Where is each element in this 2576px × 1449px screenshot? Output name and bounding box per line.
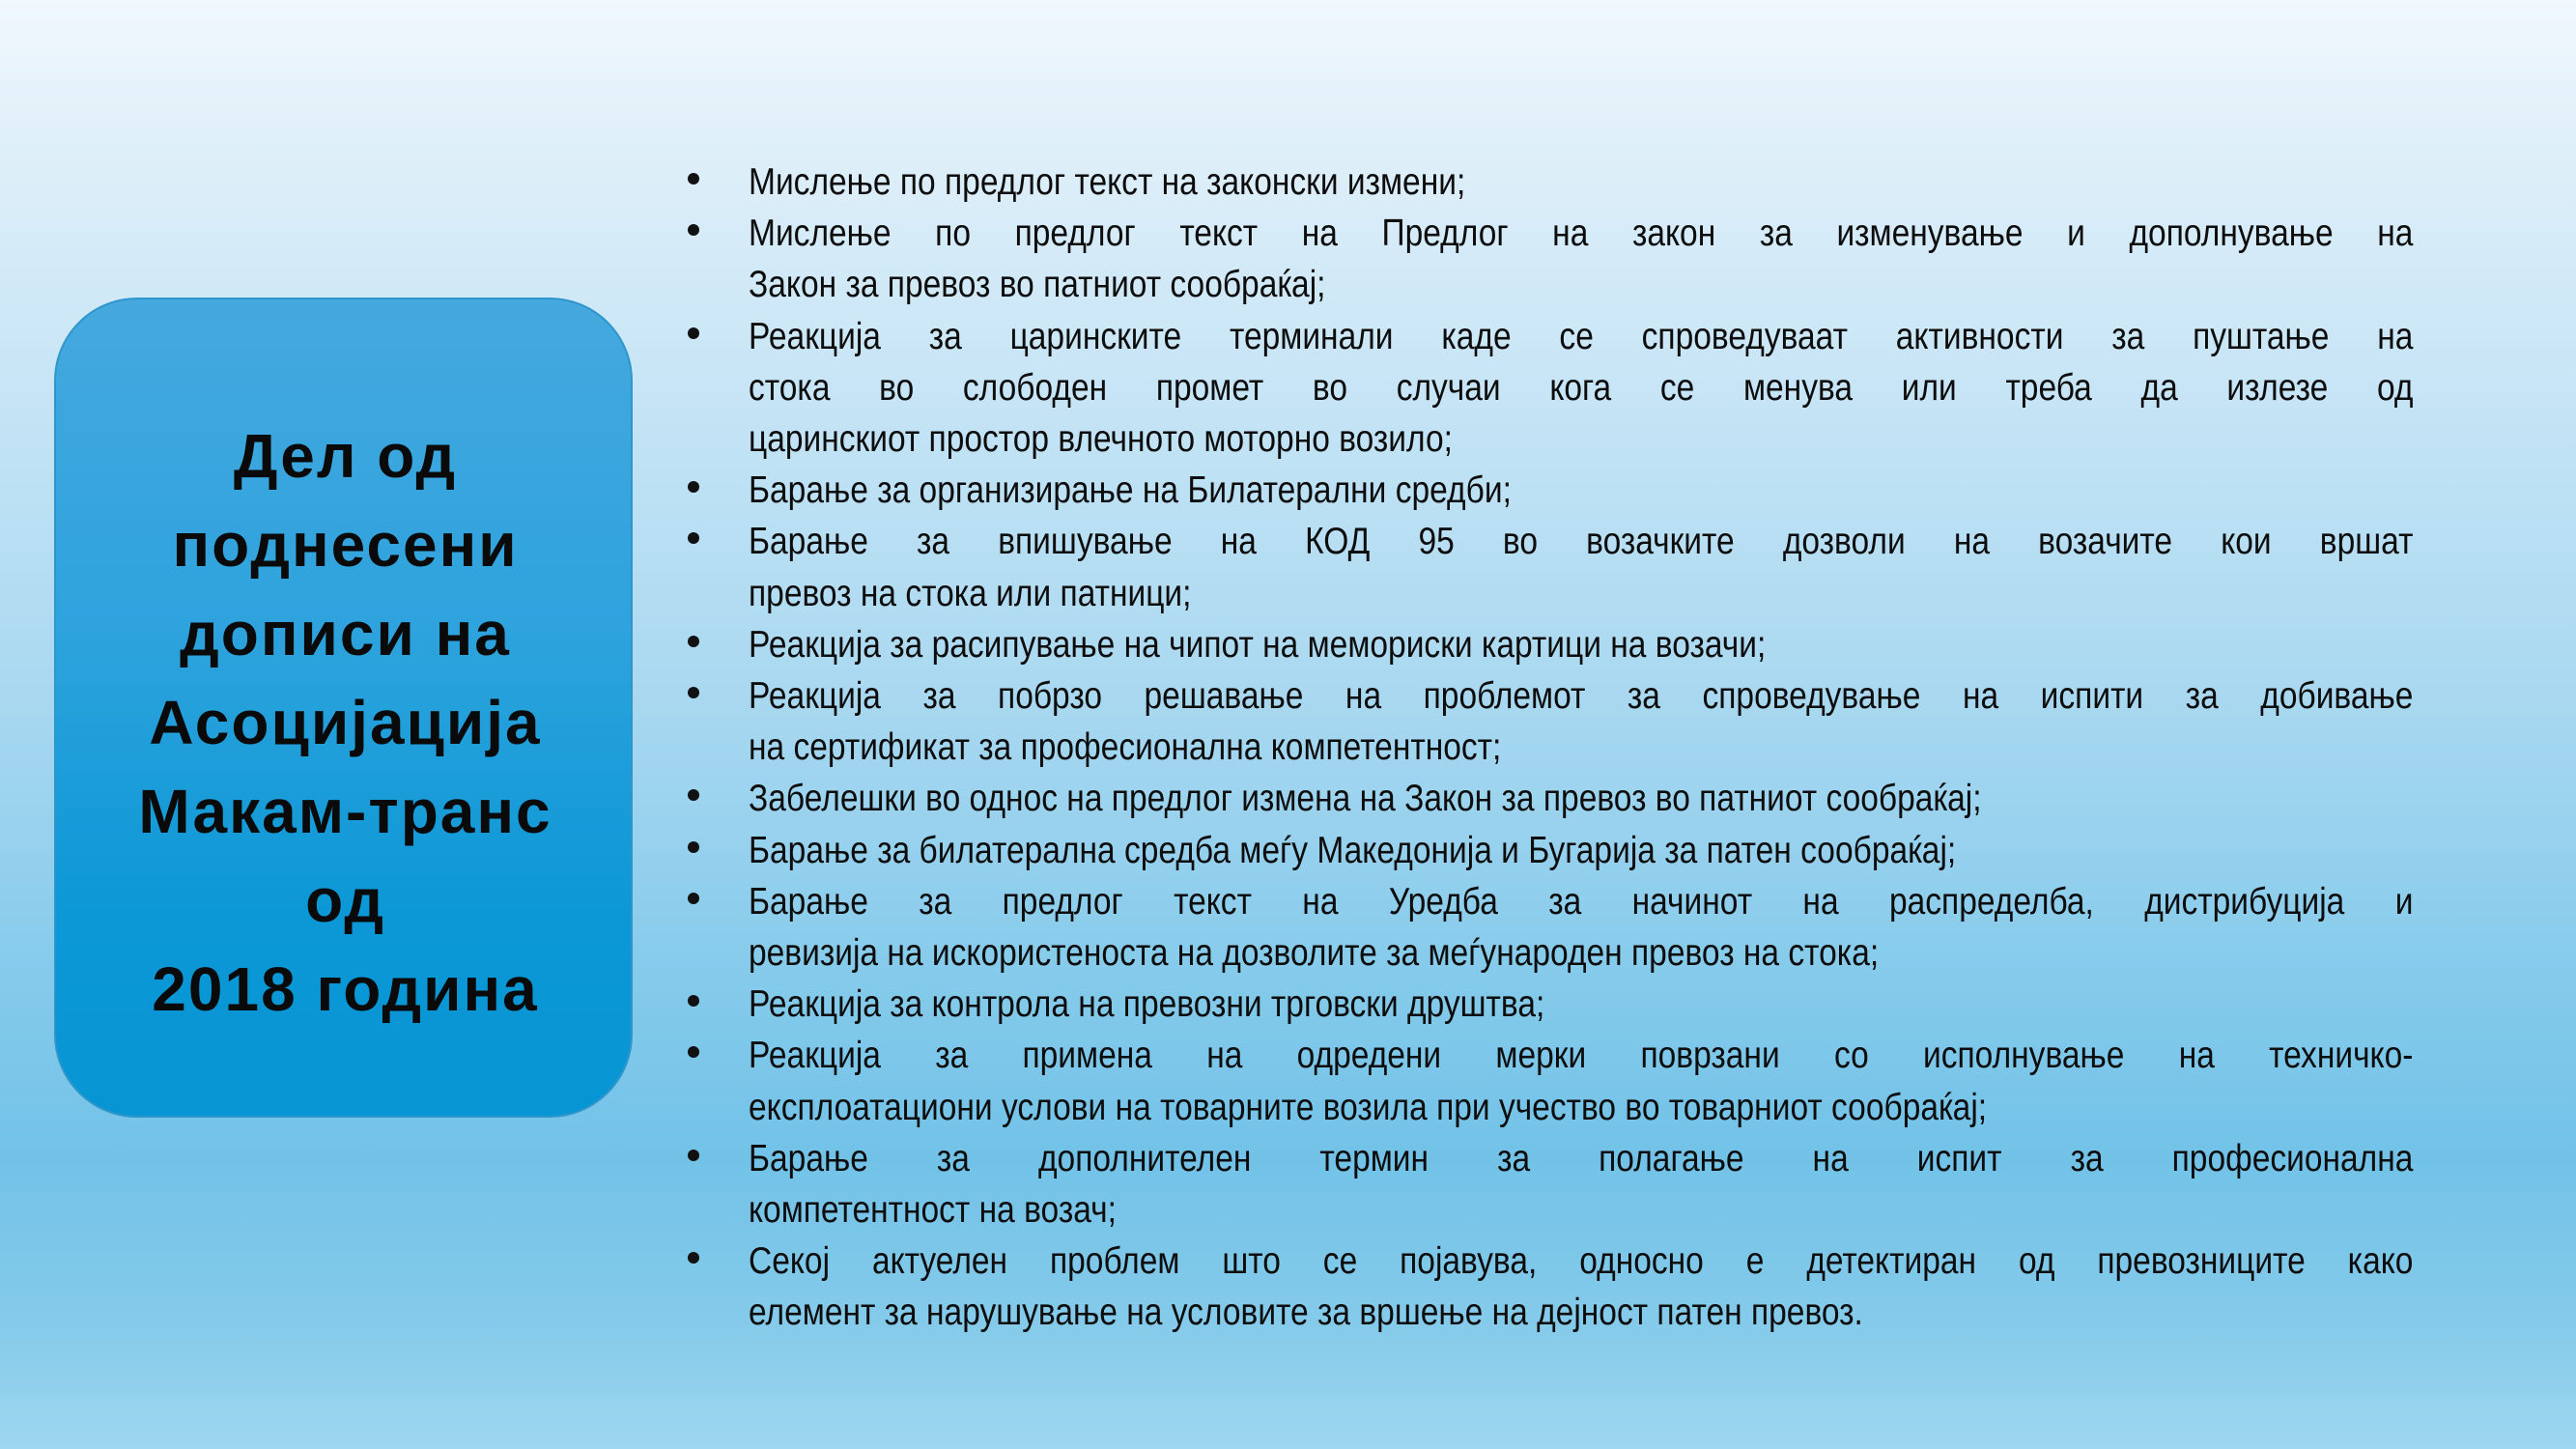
title-line: Дел од: [233, 421, 458, 491]
list-item-line: експлоатациони услови на товарните возила при учество во товарниот сообраќај;: [749, 1087, 1988, 1128]
list-item-line: на сертификат за професионална компетентност;: [749, 726, 1502, 768]
list-item-line: Забелешки во однос на предлог измена на Закон за превоз во патниот сообраќај;: [749, 778, 1982, 819]
list-item-line: Реакција за царинските терминали каде се спроведуваат активности за пуштање на: [749, 316, 2414, 357]
title-line: поднесени: [172, 510, 519, 580]
title-line: од: [305, 866, 385, 935]
list-item-line: Барање за билатерална средба меѓу Македонија и Бугарија за патен сообраќај;: [749, 830, 1957, 871]
list-item-line: Секој актуелен проблем што се појавува, односно е детектиран од превозниците како: [749, 1240, 2414, 1282]
list-item-line: Барање за впишување на КОД 95 во возачките дозволи на возачите кои вршат: [749, 521, 2414, 562]
bullet-dot-icon: [688, 789, 699, 801]
bullet-dot-icon: [688, 481, 699, 493]
bullet-dot-icon: [688, 1252, 699, 1264]
bullet-dot-icon: [688, 1150, 699, 1161]
list-item-line: Реакција за расипување на чипот на мемориски картици на возачи;: [749, 624, 1767, 666]
bullet-dot-icon: [688, 893, 699, 904]
list-item-line: ревизија на искористеноста на дозволите за меѓународен превоз на стока;: [749, 932, 1880, 974]
list-item-line: Барање за предлог текст на Уредба за начинот на распределба, дистрибуција и: [749, 881, 2414, 923]
bullet-dot-icon: [688, 1046, 699, 1058]
bullet-dot-icon: [688, 327, 699, 339]
list-item-line: Барање за дополнителен термин за полагање на испит за професионална: [749, 1138, 2414, 1179]
list-item-line: компетентност на возач;: [749, 1189, 1117, 1231]
title-line: дописи на: [180, 599, 511, 668]
title-line: Макам-транс: [138, 777, 552, 846]
bullet-dot-icon: [688, 687, 699, 698]
bullet-dot-icon: [688, 224, 699, 236]
title-line: Асоцијација: [149, 688, 542, 757]
list-item-line: Реакција за контрола на превозни трговски друштва;: [749, 983, 1545, 1025]
list-item-line: царинскиот простор влечното моторно возило;: [749, 418, 1453, 460]
list-item-line: Реакција за примена на одредени мерки поврзани со исполнување на техничко-: [749, 1035, 2414, 1076]
title-line: 2018 година: [152, 954, 539, 1024]
bullet-dot-icon: [688, 532, 699, 544]
bullet-dot-icon: [688, 841, 699, 853]
list-item-line: елемент за нарушување на условите за вршење на дејност патен превоз.: [749, 1292, 1863, 1333]
list-item-line: превоз на стока или патници;: [749, 573, 1192, 614]
bullet-dot-icon: [688, 173, 699, 185]
list-item-line: стока во слободен промет во случаи кога се менува или треба да излезе од: [749, 367, 2414, 409]
list-item-line: Барање за организирање на Билатерални средби;: [749, 469, 1512, 511]
bullet-dot-icon: [688, 636, 699, 647]
bullet-dot-icon: [688, 995, 699, 1007]
list-item-line: Закон за превоз во патниот сообраќај;: [749, 264, 1326, 305]
list-item-line: Реакција за побрзо решавање на проблемот за спроведување на испити за добивање: [749, 675, 2414, 717]
list-item-line: Мислење по предлог текст на Предлог на закон за изменување и дополнување на: [749, 213, 2414, 254]
list-item-line: Мислење по предлог текст на законски измени;: [749, 161, 1466, 203]
